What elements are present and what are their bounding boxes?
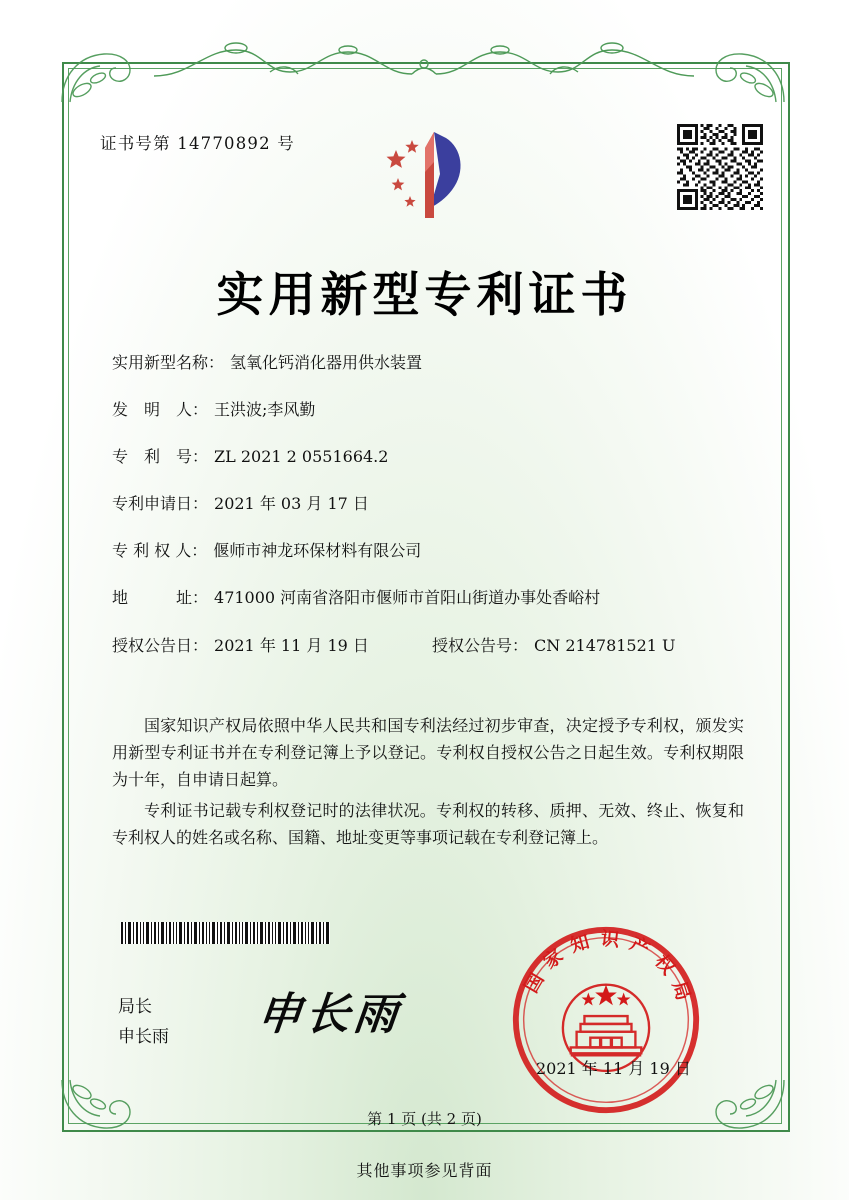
qr-code-icon: [677, 124, 763, 210]
grant-date-value: 2021 年 11 月 19 日: [214, 635, 369, 655]
field-value: 王洪波;李风勤: [214, 400, 316, 420]
field-application-date: [112, 493, 752, 515]
director-title-label: 局长: [118, 997, 152, 1017]
field-value: 氢氧化钙消化器用供水装置: [230, 353, 423, 372]
corner-ornament-icon: [60, 46, 144, 104]
cnipa-logo-icon: [378, 122, 488, 232]
page-title: 实用新型专利证书: [216, 268, 633, 323]
field-value: ZL 2021 2 0551664.2: [214, 447, 389, 467]
field-label: 地 址：: [112, 588, 209, 608]
signature-labels: [118, 992, 169, 1052]
director-name-label: 申长雨: [118, 1027, 169, 1047]
grant-number-value: CN 214781521 U: [534, 635, 676, 655]
grant-date-label: 授权公告日：: [112, 635, 209, 655]
field-value: 2021 年 03 月 17 日: [214, 494, 369, 514]
vine-ornament-icon: [150, 42, 698, 82]
field-label: 发 明 人：: [112, 400, 209, 420]
field-grant-announcement: [112, 635, 752, 657]
seal-ring-text: 国家知识产权局: [520, 928, 697, 1013]
field-label: 实用新型名称：: [112, 353, 225, 372]
handwritten-signature: 申长雨: [254, 989, 405, 1040]
field-label: 专利申请日：: [112, 494, 209, 514]
certificate-number: 证书号第 14770892 号: [100, 134, 295, 153]
grant-number-label: 授权公告号：: [432, 635, 529, 655]
corner-ornament-icon: [702, 46, 786, 104]
certificate-fields: [112, 352, 752, 682]
field-patentee: [112, 540, 752, 562]
barcode-icon: [120, 922, 330, 944]
field-label: 专 利 号：: [112, 447, 209, 467]
footer-note: 其他事项参见背面: [356, 1161, 493, 1180]
field-value: 471000 河南省洛阳市偃师市首阳山街道办事处香峪村: [214, 588, 601, 608]
seal-date: 2021 年 11 月 19 日: [536, 1059, 691, 1078]
field-patent-number: [112, 446, 752, 468]
field-utility-model-name: [112, 352, 752, 374]
legal-paragraph-1: 国家知识产权局依照中华人民共和国专利法经过初步审查，决定授予专利权，颁发实用新型专利证书并在专利登记簿上予以登记。专利权自授权公告之日起生效。专利权期限为十年，自申请日起算。: [112, 716, 744, 789]
field-value: 偃师市神龙环保材料有限公司: [213, 541, 422, 561]
legal-paragraph-2: 专利证书记载专利权登记时的法律状况。专利权的转移、质押、无效、终止、恢复和专利权人的姓名或名称、国籍、地址变更等事项记载在专利登记簿上。: [112, 801, 744, 847]
legal-text-block: [112, 712, 744, 855]
field-inventors: [112, 399, 752, 421]
field-label: 专 利 权 人：: [112, 541, 208, 561]
field-address: [112, 587, 752, 609]
page-indicator: 第 1 页 (共 2 页): [367, 1110, 482, 1128]
official-red-seal-icon: [508, 922, 704, 1118]
